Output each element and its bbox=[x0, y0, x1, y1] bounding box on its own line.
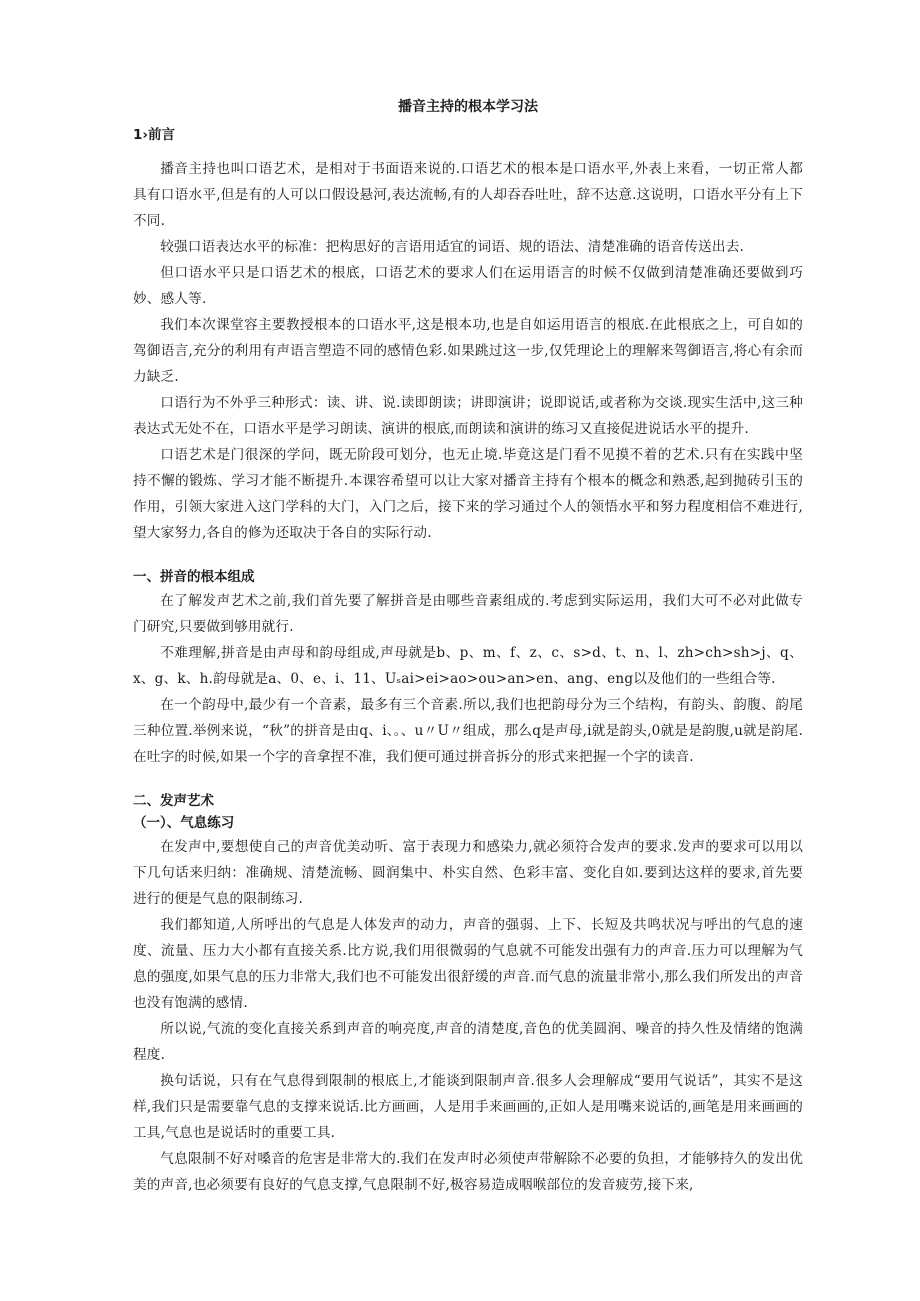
paragraph: 不难理解,拼音是由声母和韵母组成,声母就是b、p、m、f、z、c、s>d、t、n、l、zh>ch>sh>j、q、x、g、k、h.韵母就是a、0、e、i、11、Uₛai>ei>ao>ou>an>en、ang、eng以及他们的一些组合等. bbox=[133, 645, 803, 687]
paragraph: 在一个韵母中,最少有一个音素，最多有三个音素.所以,我们也把韵母分为三个结构，有韵头、韵腹、韵尾三种位置.举例来说，“秋”的拼音是由q、i、。、u〃U〃组成，那么q是声母,i就是韵头,0就是是韵腹,u就是韵尾.在吐字的时候,如果一个字的音拿捏不准，我们便可通过拼音拆分的形式来把握一个字的读音. bbox=[133, 697, 803, 765]
paragraph: 气息限制不好对嗓音的危害是非常大的.我们在发声时必须使声带解除不必要的负担，才能够持久的发出优美的声音,也必须要有良好的气息支撑,气息限制不好,极容易造成咽喉部位的发音疲劳,接下来, bbox=[133, 1151, 803, 1193]
paragraph: 在发声中,要想使自己的声音优美动听、富于表现力和感染力,就必须符合发声的要求.发声的要求可以用以下几句话来归纳：准确规、清楚流畅、圆润集中、朴实自然、色彩丰富、变化自如.要到达这样的要求,首先要进行的便是气息的限制练习. bbox=[133, 839, 803, 907]
section-heading-preface: 1›前言 bbox=[133, 127, 175, 143]
paragraph: 口语艺术是门很深的学问，既无阶段可划分，也无止境.毕竟这是门看不见摸不着的艺术.只有在实践中坚持不懈的锻炼、学习才能不断提升.本课容希望可以让大家对播音主持有个根本的概念和熟悉,起到抛砖引玉的作用，引领大家进入这门学科的大门，入门之后，接下来的学习通过个人的领悟水平和努力程度相信不难进行,望大家努力,各自的修为还取决于各自的实际行动. bbox=[133, 447, 803, 541]
paragraph: 换句话说，只有在气息得到限制的根底上,才能谈到限制声音.很多人会理解成“要用气说话”，其实不是这样,我们只是需要靠气息的支撑来说话.比方画画，人是用手来画画的,正如人是用嘴来说话的,画笔是用来画画的工具,气息也是说话时的重要工具. bbox=[133, 1073, 803, 1141]
spacer bbox=[133, 146, 803, 156]
paragraph: 口语行为不外乎三种形式：读、讲、说.读即朗读；讲即演讲；说即说话,或者称为交谈.现实生活中,这三种表达式无处不在，口语水平是学习朗读、演讲的根底,而朗读和演讲的练习又直接促进说话水平的提升. bbox=[133, 395, 803, 437]
spacer bbox=[133, 770, 803, 790]
subsection-heading-breath: （一）、气息练习 bbox=[133, 815, 235, 831]
document-title: 播音主持的根本学习法 bbox=[398, 99, 538, 115]
paragraph: 较强口语表达水平的标准：把构思好的言语用适宜的词语、规的语法、清楚准确的语音传送出去. bbox=[160, 239, 745, 255]
paragraph: 但口语水平只是口语艺术的根底，口语艺术的要求人们在运用语言的时候不仅做到清楚准确还要做到巧妙、感人等. bbox=[133, 265, 803, 307]
document-page bbox=[133, 96, 803, 1198]
section-heading-vocal: 二、发声艺术 bbox=[133, 793, 214, 809]
paragraph: 在了解发声艺术之前,我们首先要了解拼音是由哪些音素组成的.考虑到实际运用，我们大可不必对此做专门研究,只要做到够用就行. bbox=[133, 593, 803, 635]
section-heading-pinyin: 一、拼音的根本组成 bbox=[133, 569, 255, 585]
spacer bbox=[133, 546, 803, 566]
paragraph: 所以说,气流的变化直接关系到声音的响亮度,声音的清楚度,音色的优美圆润、噪音的持久性及情绪的饱满程度. bbox=[133, 1021, 803, 1063]
paragraph: 播音主持也叫口语艺术，是相对于书面语来说的.口语艺术的根本是口语水平,外表上来看，一切正常人都具有口语水平,但是有的人可以口假设悬河,表达流畅,有的人却吞吞吐吐，辞不达意.这说明，口语水平分有上下不同. bbox=[133, 161, 803, 229]
paragraph: 我们都知道,人所呼出的气息是人体发声的动力，声音的强弱、上下、长短及共鸣状况与呼出的气息的速度、流量、压力大小都有直接关系.比方说,我们用很微弱的气息就不可能发出强有力的声音.压力可以理解为气息的强度,如果气息的压力非常大,我们也不可能发出很舒缓的声音.而气息的流量非常小,那么我们所发出的声音也没有饱满的感情. bbox=[133, 917, 803, 1011]
paragraph: 我们本次课堂容主要教授根本的口语水平,这是根本功,也是自如运用语言的根底.在此根底之上，可自如的驾御语言,充分的利用有声语言塑造不同的感情色彩.如果跳过这一步,仅凭理论上的理解来驾御语言,将心有余而力缺乏. bbox=[133, 317, 803, 385]
